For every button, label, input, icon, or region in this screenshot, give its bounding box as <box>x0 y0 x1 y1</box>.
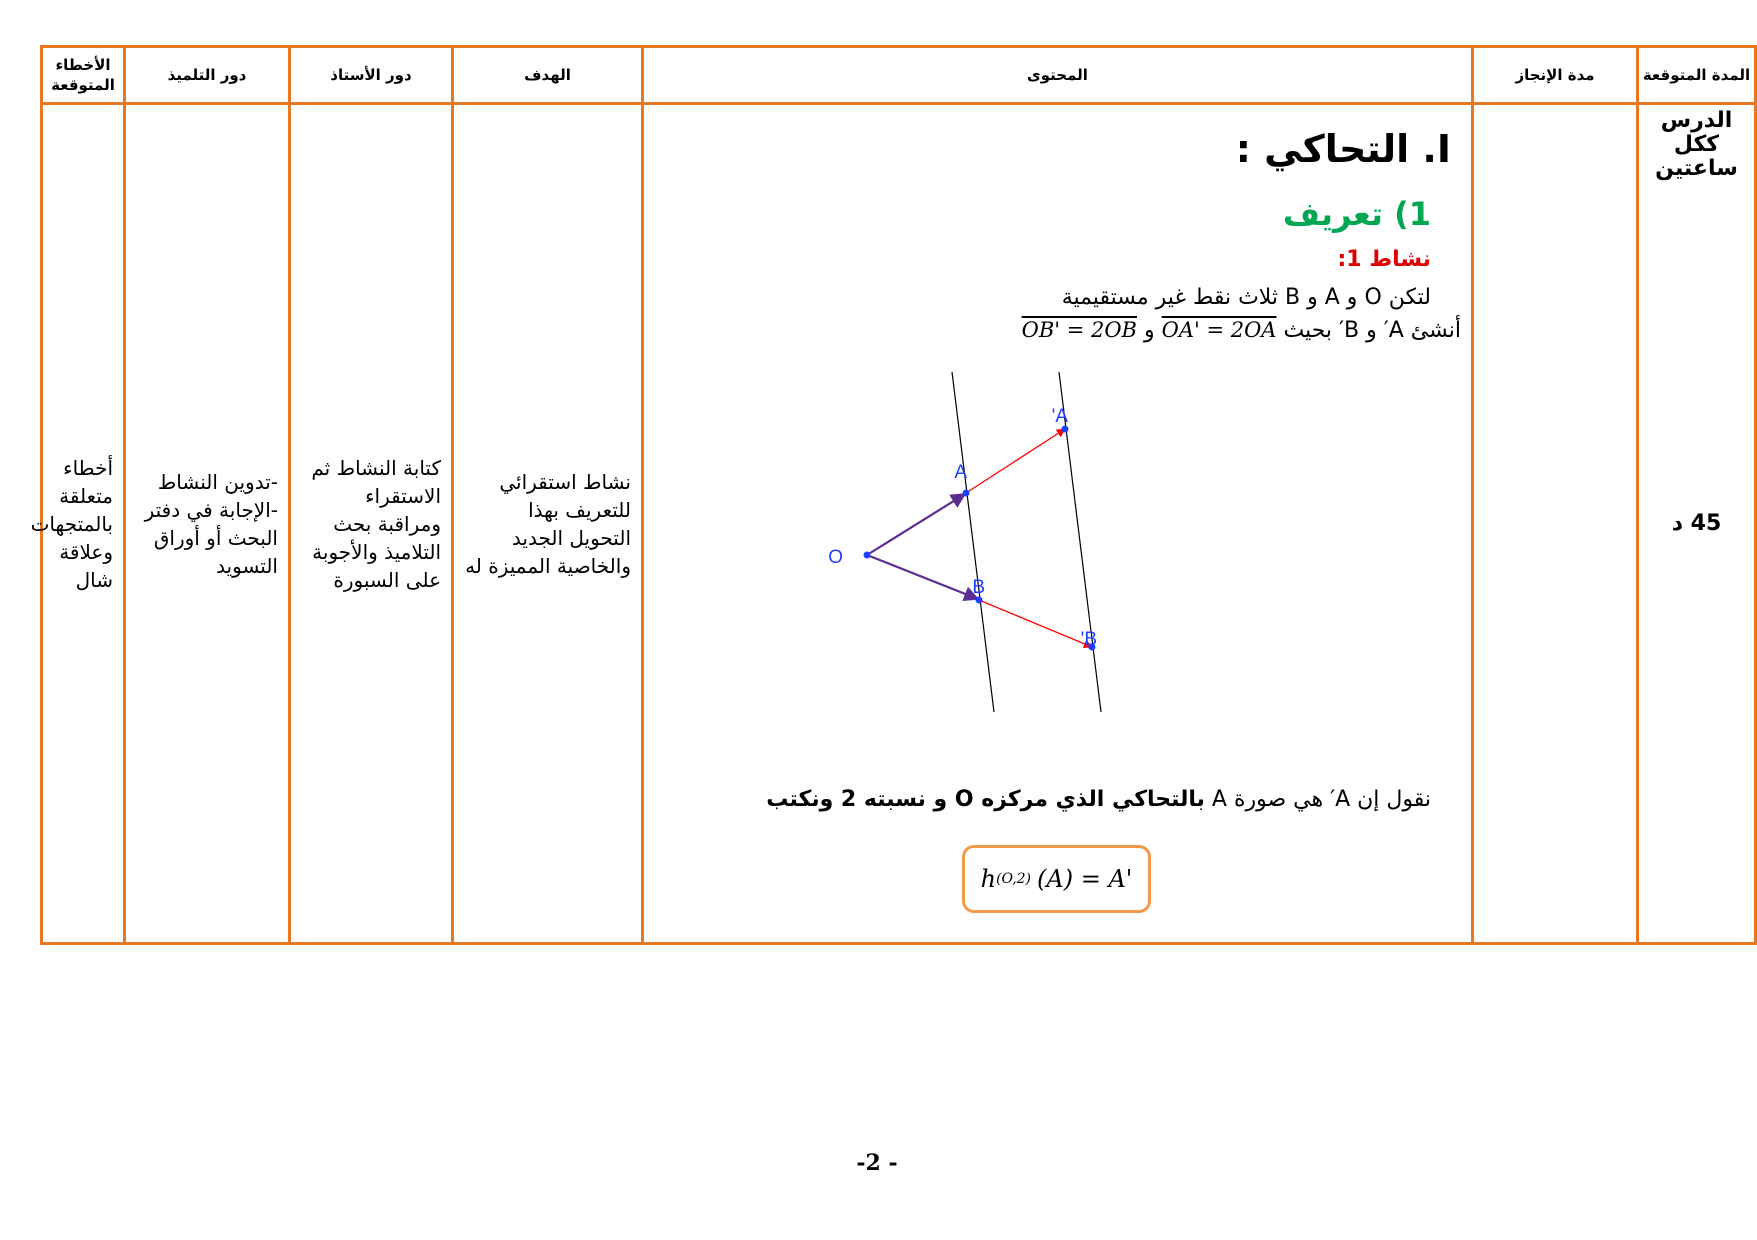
header-content: المحتوى <box>643 47 1473 104</box>
definition-plain: نقول إن A′ هي صورة A <box>1211 787 1431 812</box>
subsection-title: 1) تعريف <box>1282 195 1431 233</box>
point-o <box>864 552 871 559</box>
formula-box <box>962 845 1151 913</box>
goal-cell <box>453 104 643 944</box>
header-completion: مدة الإنجاز <box>1473 47 1638 104</box>
expected-errors-cell <box>30 104 125 944</box>
expected-errors-text: أخطاء متعلقة بالمتجهات وعلاقة شال <box>30 455 113 592</box>
content-area <box>644 105 1471 942</box>
duration-cell <box>1638 104 1756 944</box>
table-row <box>42 104 1756 944</box>
header-student-role: دور التلميذ <box>125 47 290 104</box>
statement-2 <box>1022 318 1461 343</box>
segment-a-a-prime <box>966 429 1065 493</box>
vector-ob <box>867 555 978 599</box>
vector-equation-b: OB' = 2OB <box>1021 318 1137 342</box>
goal-text: نشاط استقرائي للتعريف بهذا التحويل الجديد والخاصية المميزة له <box>465 469 631 578</box>
teacher-role-text: كتابة النشاط ثم الاستقراء ومراقبة بحث التلاميذ والأجوبة على السبورة <box>311 455 441 592</box>
header-goal: الهدف <box>453 47 643 104</box>
vector-oa <box>867 494 965 555</box>
line-through-a-b <box>952 372 994 712</box>
section-title: I. التحاكي : <box>1235 127 1451 171</box>
teacher-role-cell <box>290 104 453 944</box>
homothety-figure <box>828 370 1139 715</box>
label-o: O <box>828 547 843 568</box>
table-header-row <box>42 47 1756 104</box>
page-number: -2 - <box>856 1150 898 1176</box>
formula-h: h <box>980 865 997 893</box>
definition-bold: بالتحاكي الذي مركزه O و نسبته 2 ونكتب <box>766 787 1205 812</box>
header-duration: المدة المتوقعة <box>1638 47 1756 104</box>
segment-b-b-prime <box>979 600 1092 647</box>
statement-2-and: و <box>1144 318 1155 343</box>
lesson-plan-table <box>30 45 1757 945</box>
label-b-prime: B' <box>1080 629 1097 650</box>
header-expected-errors: الأخطاء المتوقعة <box>42 47 125 104</box>
label-a-prime: A' <box>1051 406 1068 427</box>
header-teacher-role: دور الأستاذ <box>290 47 453 104</box>
formula-subscript: (O,2) <box>996 871 1032 887</box>
completion-cell <box>1473 104 1638 944</box>
label-b: B <box>972 577 985 598</box>
duration-part: 45 د <box>1671 511 1722 536</box>
activity-label: نشاط 1: <box>1337 247 1431 272</box>
statement-1: لتكن O و A و B ثلاث نقط غير مستقيمية <box>1061 285 1431 310</box>
vector-equation-a: OA' = 2OA <box>1161 318 1277 342</box>
point-a <box>963 490 970 497</box>
label-a: A <box>954 462 967 483</box>
statement-2-text: أنشئ A′ و B′ بحيث <box>1283 318 1461 343</box>
content-cell <box>643 104 1473 944</box>
student-role-text: -تدوين النشاط -الإجابة في دفتر البحث أو أوراق التسويد <box>144 469 278 578</box>
student-role-cell <box>125 104 290 944</box>
formula-rest: (A) = A' <box>1037 865 1133 893</box>
definition-sentence <box>766 787 1431 812</box>
duration-total: الدرس ككل ساعتين <box>1655 108 1738 181</box>
